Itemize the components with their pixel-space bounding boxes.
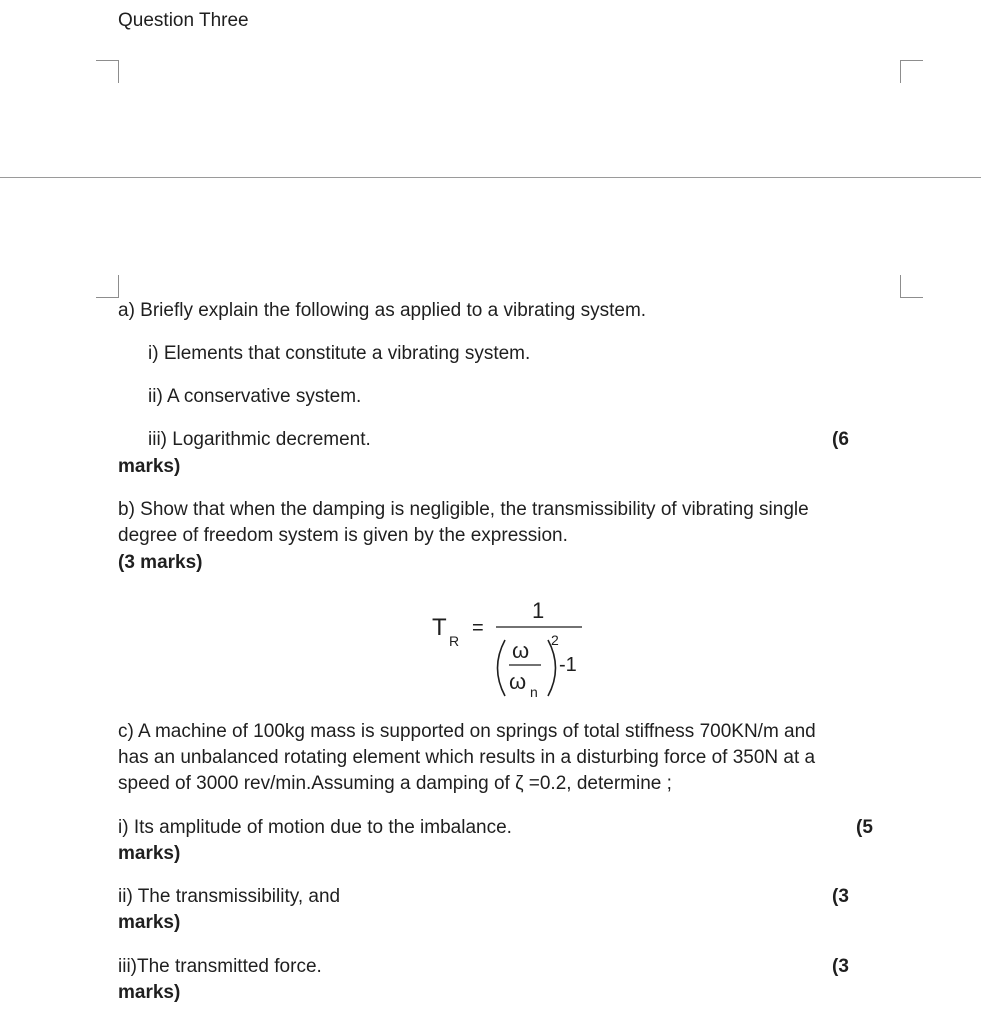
part-c-item-1-marks-close: marks): [118, 843, 181, 864]
part-c-line-1: c) A machine of 100kg mass is supported on springs of total stiffness 700KN/m and: [118, 721, 816, 742]
part-b-marks: (3 marks): [118, 552, 203, 573]
part-c-item-1-marks-open: (5: [856, 817, 873, 838]
formula-graphic: [420, 590, 620, 705]
formula-lhs-subscript: R: [449, 633, 460, 649]
part-c-item-1: i) Its amplitude of motion due to the imbalance.: [118, 817, 512, 838]
part-c-item-3-marks-close: marks): [118, 982, 181, 1003]
question-title: Question Three: [118, 10, 249, 31]
margin-corner-bottom-left: [96, 275, 119, 298]
formula-omega: ω: [512, 638, 530, 663]
part-b-line-1: b) Show that when the damping is negligible, the transmissibility of vibrating single: [118, 499, 809, 520]
formula-omega-n: ω: [509, 669, 527, 694]
part-c-line-2: has an unbalanced rotating element which results in a disturbing force of 350N at a: [118, 747, 816, 768]
formula-right-paren: [548, 640, 556, 696]
formula-numerator: 1: [532, 598, 545, 623]
formula-minus-one: -1: [559, 654, 577, 676]
formula-equals: =: [472, 617, 484, 639]
formula-left-paren: [498, 640, 506, 696]
part-c-item-3: iii)The transmitted force.: [118, 956, 322, 977]
part-a-item-2: ii) A conservative system.: [148, 386, 362, 407]
page-break-line: [0, 177, 981, 178]
part-c-item-2-marks-close: marks): [118, 912, 181, 933]
part-c-item-2-marks-open: (3: [832, 886, 849, 907]
part-a-marks-open: (6: [832, 429, 849, 450]
formula-power: 2: [551, 632, 559, 648]
part-a-marks-close: marks): [118, 456, 181, 477]
part-b-line-2: degree of freedom system is given by the expression.: [118, 525, 568, 546]
part-c-item-2: ii) The transmissibility, and: [118, 886, 341, 907]
formula-lhs: T: [432, 614, 447, 641]
part-c-item-3-marks-open: (3: [832, 956, 849, 977]
transmissibility-formula: [420, 590, 620, 705]
formula-omega-n-subscript: n: [530, 684, 538, 700]
margin-corner-top-left: [96, 60, 119, 83]
part-a-item-3: iii) Logarithmic decrement.: [148, 429, 371, 450]
part-c-line-3: speed of 3000 rev/min.Assuming a damping of ζ =0.2, determine ;: [118, 773, 672, 794]
margin-corner-top-right: [900, 60, 923, 83]
part-a-intro: a) Briefly explain the following as applied to a vibrating system.: [118, 300, 647, 321]
margin-corner-bottom-right: [900, 275, 923, 298]
part-a-item-1: i) Elements that constitute a vibrating system.: [148, 343, 531, 364]
